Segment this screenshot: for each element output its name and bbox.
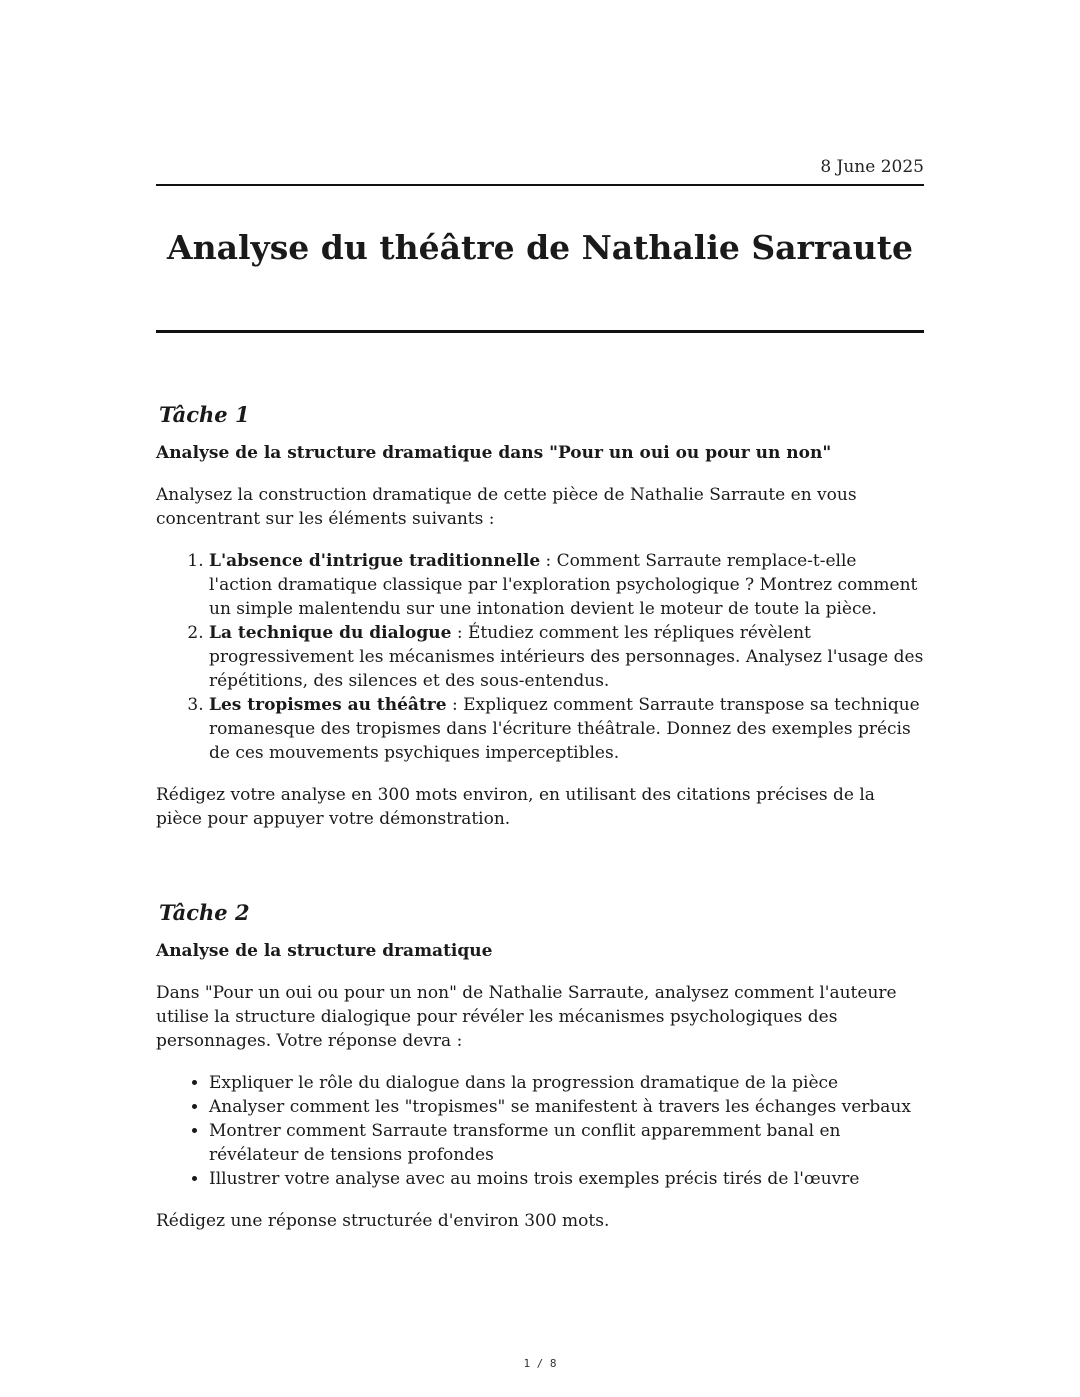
task-1-list: [156, 549, 924, 765]
list-item: [209, 693, 924, 765]
list-item-bold: La technique du dialogue: [209, 623, 452, 643]
task-1-heading: Tâche 1: [159, 402, 250, 427]
list-item: • Illustrer votre analyse avec au moins trois exemples précis tirés de l'œuvre: [209, 1167, 924, 1191]
task-2-list: [156, 1071, 924, 1191]
task-1-closing: Rédigez votre analyse en 300 mots environ, en utilisant des citations précises de la pièce pour appuyer votre démonstration.: [156, 785, 875, 829]
document-title: Analyse du théâtre de Nathalie Sarraute: [167, 228, 913, 267]
task-2-heading: Tâche 2: [159, 900, 250, 925]
task-2-subtitle: Analyse de la structure dramatique: [156, 941, 493, 961]
list-item-text: : Comment Sarraute remplace-t-elle l'action dramatique classique par l'exploration psychologique ? Montrez comment un simple malentendu sur une intonation devient le moteur de toute la pièce.: [209, 551, 918, 619]
list-item: • Analyser comment les "tropismes" se manifestent à travers les échanges verbaux: [209, 1095, 924, 1119]
list-item: • Montrer comment Sarraute transforme un conflit apparemment banal en révélateur de tensions profondes: [209, 1119, 924, 1167]
list-item-bold: Les tropismes au théâtre: [209, 695, 447, 715]
task-1-intro: Analysez la construction dramatique de cette pièce de Nathalie Sarraute en vous concentrant sur les éléments suivants :: [156, 485, 857, 529]
task-1-section: [156, 402, 924, 849]
document-date: 8 June 2025: [820, 157, 924, 177]
list-item: [209, 549, 924, 621]
page-number: 1 / 8: [523, 1357, 557, 1370]
task-2-section: [156, 900, 924, 1251]
list-item: • Expliquer le rôle du dialogue dans la progression dramatique de la pièce: [209, 1071, 924, 1095]
task-1-subtitle: Analyse de la structure dramatique dans "Pour un oui ou pour un non": [156, 443, 832, 463]
list-item-text: : Étudiez comment les répliques révèlent progressivement les mécanismes intérieurs des personnages. Analysez l'usage des répétitions, des silences et des sous-entendus.: [209, 623, 924, 691]
header-rule-top: [156, 184, 924, 186]
list-item: [209, 621, 924, 693]
header-rule-bottom: [156, 330, 924, 333]
list-item-bold: L'absence d'intrigue traditionnelle: [209, 551, 541, 571]
task-2-closing: Rédigez une réponse structurée d'environ 300 mots.: [156, 1211, 610, 1231]
task-2-intro: Dans "Pour un oui ou pour un non" de Nathalie Sarraute, analysez comment l'auteure utilise la structure dialogique pour révéler les mécanismes psychologiques des personnages. Votre réponse devra :: [156, 983, 897, 1051]
list-item-text: : Expliquez comment Sarraute transpose sa technique romanesque des tropismes dans l'écriture théâtrale. Donnez des exemples précis de ces mouvements psychiques imperceptibles.: [209, 695, 920, 763]
